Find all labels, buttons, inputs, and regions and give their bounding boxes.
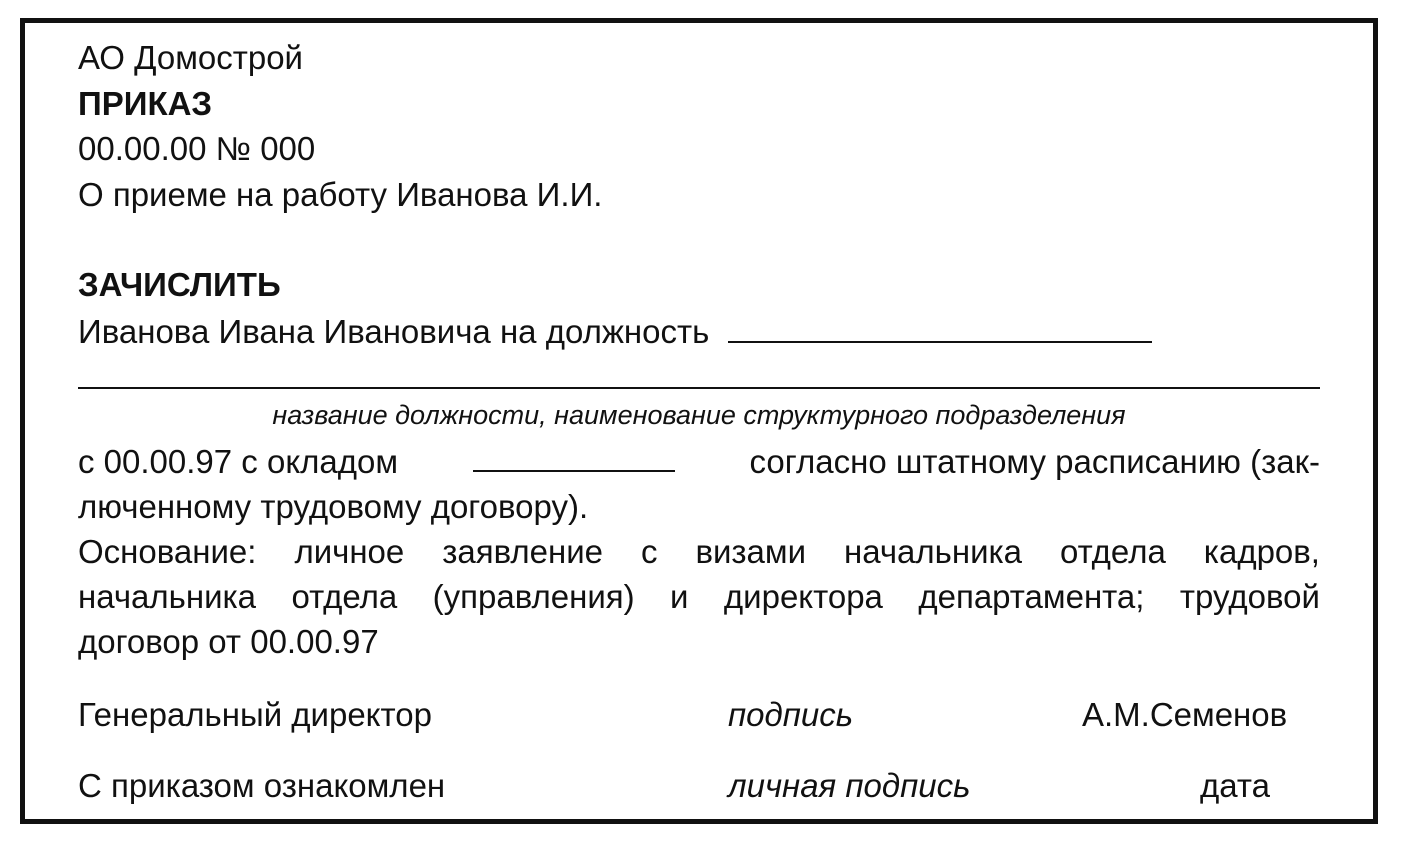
basis-text-1-word: отдела — [1060, 533, 1166, 570]
acknowledgement-date: дата — [1200, 767, 1270, 804]
position-rule — [78, 387, 1320, 389]
basis-text-2-word: трудовой — [1179, 578, 1320, 615]
basis-text-2-word: департамента; — [918, 578, 1145, 615]
basis-line-3: договор от 00.00.97 — [78, 623, 379, 660]
basis-text-2-word: и — [670, 578, 689, 615]
director-name: А.М.Семенов — [1082, 696, 1288, 733]
position-blank — [728, 313, 1152, 343]
basis-text-2-word: начальника — [78, 578, 257, 615]
salary-continuation: люченному трудовому договору). — [78, 488, 589, 525]
basis-text-1-word: начальника — [844, 533, 1023, 570]
salary-suffix: согласно штатному расписанию (зак- — [749, 443, 1320, 480]
basis-text-2-word: отдела — [291, 578, 398, 615]
date-number: 00.00.00 № 000 — [78, 130, 316, 167]
order-word: ЗАЧИСЛИТЬ — [78, 266, 281, 303]
basis-text-1-word: Основание: — [78, 533, 257, 570]
document-type: ПРИКАЗ — [78, 85, 213, 122]
basis-text-1-word: личное — [294, 533, 405, 570]
basis-text-2-word: (управления) — [432, 578, 635, 615]
personal-signature: личная подпись — [728, 767, 971, 804]
acknowledgement-label: С приказом ознакомлен — [78, 767, 446, 804]
basis-text-2-word: директора — [723, 578, 883, 615]
salary-line — [78, 442, 1320, 482]
employee-line — [78, 312, 1152, 352]
basis-line-2 — [78, 577, 1320, 617]
director-title: Генеральный директор — [78, 696, 432, 733]
position-caption: название должности, наименование структурного подразделения — [272, 400, 1126, 430]
salary-prefix: с 00.00.97 с окладом — [78, 443, 399, 480]
basis-text-1-word: кадров, — [1203, 533, 1320, 570]
salary-blank — [473, 442, 675, 472]
basis-text-1-word: визами — [695, 533, 807, 570]
basis-line-1 — [78, 532, 1320, 572]
basis-text-1-word: с — [640, 533, 658, 570]
organization-name: АО Домострой — [78, 39, 303, 76]
employee-text: Иванова Ивана Ивановича на должность — [78, 313, 710, 350]
basis-text-1-word: заявление — [442, 533, 603, 570]
document-subject: О приеме на работу Иванова И.И. — [78, 176, 603, 213]
director-signature: подпись — [728, 696, 854, 733]
